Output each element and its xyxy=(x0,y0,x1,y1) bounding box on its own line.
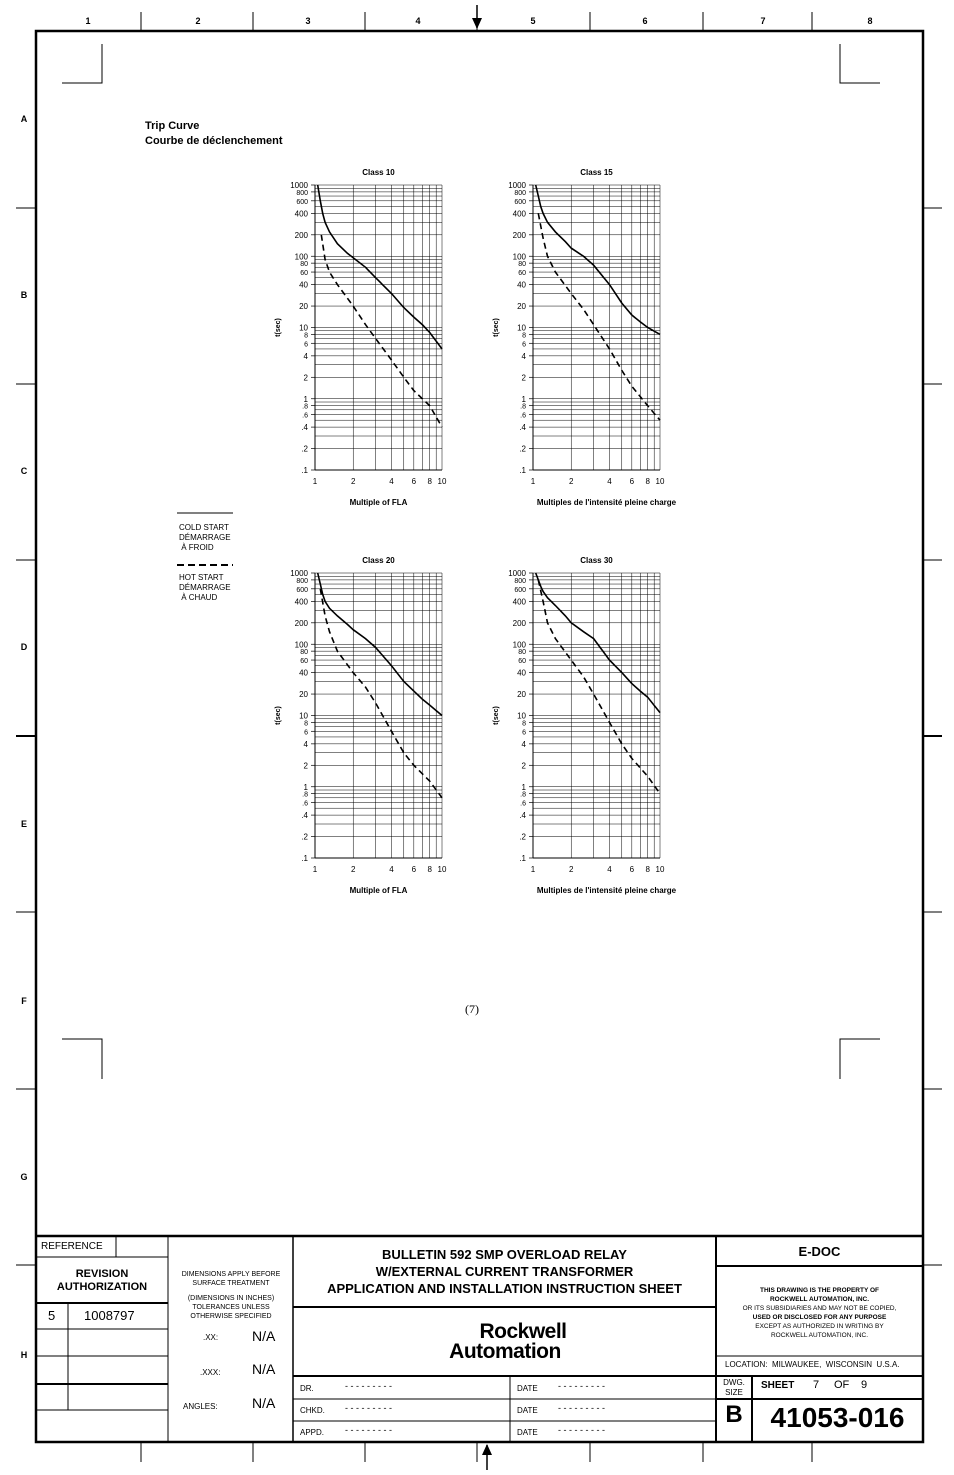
zone-row-c: C xyxy=(20,466,28,476)
y-tick-label: 600 xyxy=(514,198,526,206)
y-tick-label: 4 xyxy=(521,739,526,749)
y-tick-label: .4 xyxy=(301,423,308,433)
y-tick-label: .1 xyxy=(301,466,308,475)
page-marker: (7) xyxy=(465,1002,479,1016)
chart-title: Class 30 xyxy=(580,556,613,565)
x-tick-label: 2 xyxy=(351,865,356,874)
y-tick-label: .6 xyxy=(302,800,308,808)
y-tick-label: .4 xyxy=(519,811,526,821)
tol-xxx-value: N/A xyxy=(252,1361,276,1377)
tol-angles-value: N/A xyxy=(252,1395,276,1411)
y-tick-label: 200 xyxy=(294,230,308,240)
y-tick-label: 60 xyxy=(300,270,308,278)
y-tick-label: .6 xyxy=(520,412,526,420)
sheet-of-label: OF xyxy=(834,1379,850,1391)
y-tick-label: 60 xyxy=(518,658,526,666)
sheet-number: 7 xyxy=(813,1379,820,1391)
y-tick-label: 1 xyxy=(521,782,526,792)
approved-by-value: - - - - - - - - - xyxy=(345,1425,392,1435)
y-tick-label: 1 xyxy=(303,782,308,792)
x-tick-label: 6 xyxy=(629,865,635,874)
property-note: THIS DRAWING IS THE PROPERTY OF ROCKWELL AUTOMATION, INC. OR ITS SUBSIDIARIES AND MAY NOT BE COPIED, USED OR DISCLOSED FOR ANY PURPOSE EXCEPT AS AUTHORIZED IN WRITING BY ROCKWELL AUTOMATION, INC. xyxy=(742,1287,897,1339)
chart-title: Class 20 xyxy=(362,556,395,565)
y-tick-label: 2 xyxy=(521,373,526,383)
tol-angles-label: ANGLES: xyxy=(183,1402,218,1411)
zone-row-g: G xyxy=(20,1172,28,1182)
approved-date-value: - - - - - - - - - xyxy=(558,1425,605,1435)
x-axis-label: Multiple of FLA xyxy=(349,498,408,507)
y-tick-label: .4 xyxy=(301,811,308,821)
y-tick-label: .2 xyxy=(301,832,308,842)
x-tick-label: 8 xyxy=(427,477,432,486)
legend-hot-label: HOT START DÉMARRAGE À CHAUD xyxy=(179,573,231,602)
x-tick-label: 4 xyxy=(607,477,612,486)
x-tick-label: 2 xyxy=(569,477,574,486)
y-tick-label: 2 xyxy=(303,373,308,383)
chart-title: Class 15 xyxy=(580,168,613,177)
y-tick-label: 800 xyxy=(296,577,308,585)
y-tick-label: 1000 xyxy=(508,569,526,578)
y-tick-label: .1 xyxy=(519,854,526,863)
dwg-size-label: DWG. SIZE xyxy=(723,1378,745,1397)
revision-authorization-label: REVISION AUTHORIZATION xyxy=(56,1268,148,1293)
x-tick-label: 6 xyxy=(629,477,635,486)
y-tick-label: 800 xyxy=(296,189,308,197)
y-tick-label: 80 xyxy=(300,261,308,269)
y-tick-label: 20 xyxy=(299,302,308,312)
rockwell-automation-logo: Rockwell Automation xyxy=(449,1320,567,1363)
drawn-by-value: - - - - - - - - - xyxy=(345,1381,392,1391)
y-tick-label: .6 xyxy=(302,412,308,420)
y-tick-label: 40 xyxy=(517,668,526,678)
zone-row-f: F xyxy=(21,996,27,1006)
y-tick-label: 200 xyxy=(512,230,526,240)
x-tick-label: 4 xyxy=(607,865,612,874)
y-axis-label: t(sec) xyxy=(493,706,500,725)
x-tick-label: 4 xyxy=(389,865,394,874)
y-tick-label: 4 xyxy=(303,739,308,749)
y-tick-label: .1 xyxy=(519,466,526,475)
y-tick-label: 6 xyxy=(304,341,308,349)
zone-col-8: 8 xyxy=(867,16,873,26)
edoc-label: E-DOC xyxy=(798,1244,841,1259)
y-tick-label: 6 xyxy=(522,341,526,349)
x-tick-label: 1 xyxy=(530,865,536,874)
y-tick-label: 40 xyxy=(517,280,526,290)
y-tick-label: 2 xyxy=(303,761,308,771)
y-tick-label: 8 xyxy=(304,720,308,728)
zone-col-5: 5 xyxy=(530,16,536,26)
x-tick-label: 1 xyxy=(530,477,536,486)
y-tick-label: .8 xyxy=(302,403,308,411)
x-tick-label: 10 xyxy=(655,865,665,874)
y-tick-label: 1000 xyxy=(290,569,308,578)
tol-xxx-label: .XXX: xyxy=(200,1368,221,1377)
y-tick-label: .1 xyxy=(301,854,308,863)
heading-en: Trip Curve xyxy=(145,120,200,132)
approved-date-label: DATE xyxy=(517,1428,538,1437)
sheet-label: SHEET xyxy=(761,1380,795,1391)
reference-label: REFERENCE xyxy=(41,1241,103,1252)
sheet-total: 9 xyxy=(861,1379,868,1391)
tol-xx-value: N/A xyxy=(252,1328,276,1344)
checked-by-value: - - - - - - - - - xyxy=(345,1403,392,1413)
y-tick-label: 20 xyxy=(299,690,308,700)
y-tick-label: 8 xyxy=(522,720,526,728)
x-tick-label: 2 xyxy=(569,865,574,874)
x-axis-label: Multiples de l'intensité pleine charge xyxy=(536,498,677,507)
y-axis-label: t(sec) xyxy=(493,318,500,337)
x-axis-label: Multiples de l'intensité pleine charge xyxy=(536,886,677,895)
x-axis-label: Multiple of FLA xyxy=(349,886,408,895)
x-tick-label: 2 xyxy=(351,477,356,486)
drawing-number: 41053-016 xyxy=(770,1402,905,1433)
y-tick-label: 400 xyxy=(294,209,308,219)
dwg-size-value: B xyxy=(725,1401,743,1428)
y-tick-label: .2 xyxy=(301,444,308,454)
y-axis-label: t(sec) xyxy=(275,318,282,337)
y-tick-label: 10 xyxy=(299,711,308,721)
legend-cold-label: COLD START DÉMARRAGE À FROID xyxy=(179,523,231,552)
y-tick-label: 80 xyxy=(518,261,526,269)
zone-row-b: B xyxy=(20,290,28,300)
y-tick-label: 200 xyxy=(294,618,308,628)
x-tick-label: 6 xyxy=(411,477,417,486)
chart-title: Class 10 xyxy=(362,168,395,177)
y-tick-label: 20 xyxy=(517,690,526,700)
y-tick-label: 100 xyxy=(512,252,526,262)
y-tick-label: 60 xyxy=(300,658,308,666)
y-tick-label: 8 xyxy=(304,332,308,340)
drawn-by-label: DR. xyxy=(300,1384,314,1393)
y-tick-label: 400 xyxy=(512,597,526,607)
x-tick-label: 4 xyxy=(389,477,394,486)
y-tick-label: 4 xyxy=(303,351,308,361)
y-tick-label: 800 xyxy=(514,189,526,197)
y-tick-label: 400 xyxy=(512,209,526,219)
authorization-number: 1008797 xyxy=(84,1308,135,1323)
zone-row-e: E xyxy=(20,819,27,829)
y-tick-label: .6 xyxy=(520,800,526,808)
y-tick-label: 100 xyxy=(294,252,308,262)
zone-col-6: 6 xyxy=(642,16,648,26)
y-tick-label: 8 xyxy=(522,332,526,340)
zone-col-3: 3 xyxy=(305,16,311,26)
zone-row-h: H xyxy=(20,1350,28,1360)
y-tick-label: 100 xyxy=(294,640,308,650)
y-tick-label: .4 xyxy=(519,423,526,433)
y-tick-label: 600 xyxy=(514,586,526,594)
checked-date-label: DATE xyxy=(517,1406,538,1415)
y-tick-label: 200 xyxy=(512,618,526,628)
zone-row-a: A xyxy=(20,114,28,124)
y-tick-label: 40 xyxy=(299,280,308,290)
y-tick-label: 2 xyxy=(521,761,526,771)
x-tick-label: 10 xyxy=(437,477,447,486)
approved-by-label: APPD. xyxy=(300,1428,325,1437)
y-tick-label: 1 xyxy=(303,394,308,404)
x-tick-label: 1 xyxy=(312,865,318,874)
x-tick-label: 10 xyxy=(437,865,447,874)
heading-fr: Courbe de déclenchement xyxy=(145,135,283,147)
drawing-title: BULLETIN 592 SMP OVERLOAD RELAY W/EXTERNAL CURRENT TRANSFORMER APPLICATION AND INSTALLATION INSTRUCTION SHEET xyxy=(327,1247,682,1296)
y-tick-label: 80 xyxy=(518,649,526,657)
zone-col-4: 4 xyxy=(415,16,421,26)
y-tick-label: 600 xyxy=(296,586,308,594)
y-tick-label: 4 xyxy=(521,351,526,361)
y-tick-label: 1000 xyxy=(290,181,308,190)
y-tick-label: .8 xyxy=(520,403,526,411)
y-tick-label: 6 xyxy=(304,729,308,737)
drawn-date-label: DATE xyxy=(517,1384,538,1393)
y-tick-label: 400 xyxy=(294,597,308,607)
y-tick-label: 6 xyxy=(522,729,526,737)
drawn-date-value: - - - - - - - - - xyxy=(558,1381,605,1391)
x-tick-label: 10 xyxy=(655,477,665,486)
y-tick-label: .2 xyxy=(519,444,526,454)
y-tick-label: 800 xyxy=(514,577,526,585)
x-tick-label: 1 xyxy=(312,477,318,486)
x-tick-label: 6 xyxy=(411,865,417,874)
y-axis-label: t(sec) xyxy=(275,706,282,725)
y-tick-label: 20 xyxy=(517,302,526,312)
location-label: LOCATION: MILWAUKEE, WISCONSIN U.S.A. xyxy=(725,1360,900,1369)
y-tick-label: 100 xyxy=(512,640,526,650)
x-tick-label: 8 xyxy=(645,865,650,874)
zone-col-2: 2 xyxy=(195,16,201,26)
x-tick-label: 8 xyxy=(427,865,432,874)
x-tick-label: 8 xyxy=(645,477,650,486)
y-tick-label: .8 xyxy=(302,791,308,799)
revision-number: 5 xyxy=(48,1308,56,1323)
zone-col-7: 7 xyxy=(760,16,766,26)
y-tick-label: 40 xyxy=(299,668,308,678)
zone-col-1: 1 xyxy=(85,16,91,26)
y-tick-label: .8 xyxy=(520,791,526,799)
y-tick-label: 80 xyxy=(300,649,308,657)
y-tick-label: 60 xyxy=(518,270,526,278)
y-tick-label: 10 xyxy=(517,323,526,333)
dimensions-note: DIMENSIONS APPLY BEFORE SURFACE TREATMENT (DIMENSIONS IN INCHES) TOLERANCES UNLESS OTHERWISE SPECIFIED xyxy=(181,1271,281,1320)
tol-xx-label: .XX: xyxy=(203,1333,219,1342)
y-tick-label: 600 xyxy=(296,198,308,206)
y-tick-label: .2 xyxy=(519,832,526,842)
y-tick-label: 1 xyxy=(521,394,526,404)
y-tick-label: 10 xyxy=(299,323,308,333)
zone-row-d: D xyxy=(20,642,28,652)
checked-by-label: CHKD. xyxy=(300,1406,325,1415)
y-tick-label: 1000 xyxy=(508,181,526,190)
y-tick-label: 10 xyxy=(517,711,526,721)
checked-date-value: - - - - - - - - - xyxy=(558,1403,605,1413)
